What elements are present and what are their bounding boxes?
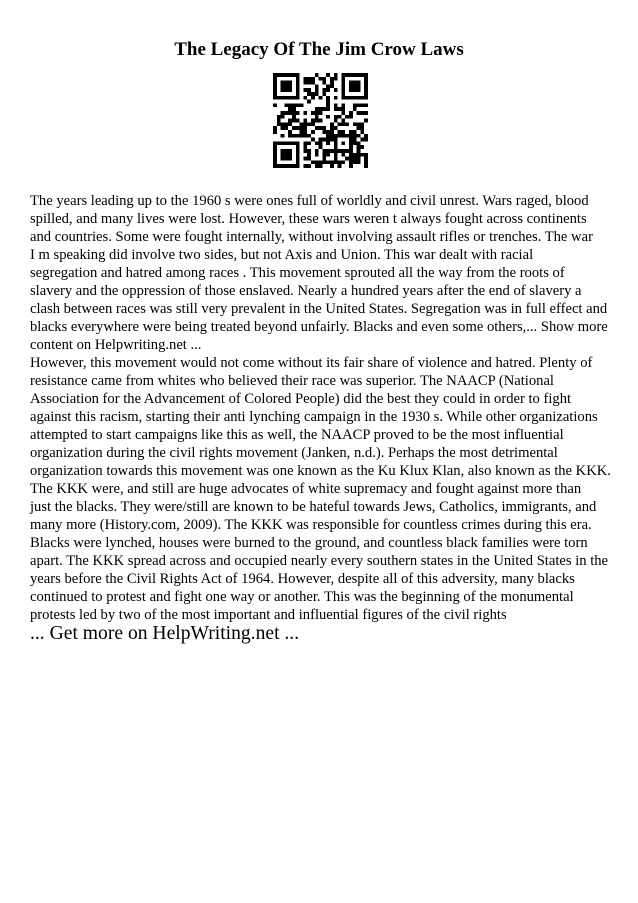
body-line: many more (History.com, 2009). The KKK was responsible for countless crimes during this era.	[30, 517, 592, 533]
body-line: just the blacks. They were/still are known to be hateful towards Jews, Catholics, immigrants, and	[30, 499, 597, 515]
body-line: However, this movement would not come without its fair share of violence and hatred. Plenty of	[30, 355, 593, 371]
body-line: organization towards this movement was one known as the Ku Klux Klan, also known as the KKK.	[30, 463, 611, 479]
body-line: slavery and the oppression of those enslaved. Nearly a hundred years after the end of slavery a	[30, 283, 582, 299]
body-line: segregation and hatred among races . This movement sprouted all the way from the roots of	[30, 265, 565, 281]
body-line: resistance came from whites who believed their race was superior. The NAACP (National	[30, 373, 554, 389]
body-line: I m speaking did involve two sides, but not Axis and Union. This war dealt with racial	[30, 247, 534, 263]
body-line: Association for the Advancement of Colored People) did the best they could in order to fight	[30, 391, 572, 407]
body-line: clash between races was still very prevalent in the United States. Segregation was in full effect and	[30, 301, 608, 317]
body-line: spilled, and many lives were lost. However, these wars weren t always fought across continents	[30, 211, 587, 227]
body-line: against this racism, starting their anti lynching campaign in the 1930 s. While other organizations	[30, 409, 598, 425]
body-line: apart. The KKK spread across and occupied nearly every southern states in the United States in the	[30, 553, 609, 569]
body-line: The years leading up to the 1960 s were ones full of worldly and civil unrest. Wars raged, blood	[30, 193, 589, 209]
body-line: organization during the civil rights movement (Janken, n.d.). Perhaps the most detrimental	[30, 445, 558, 461]
body-line: The KKK were, and still are huge advocates of white supremacy and fought against more than	[30, 481, 582, 497]
body-text	[30, 192, 613, 624]
body-line: years before the Civil Rights Act of 1964. However, despite all of this adversity, many blacks	[30, 571, 575, 587]
body-line: continued to protest and fight one way or another. This was the beginning of the monumental	[30, 589, 574, 605]
body-line: content on Helpwriting.net ...	[30, 337, 202, 353]
body-line: protests led by two of the most important and influential figures of the civil rights	[30, 607, 507, 623]
qr-code-icon[interactable]	[273, 73, 368, 168]
body-line: and countries. Some were fought internally, without involving assault rifles or trenches. The war	[30, 229, 593, 245]
body-line: attempted to start campaigns like this as well, the NAACP proved to be the most influential	[30, 427, 564, 443]
get-more-link[interactable]: ... Get more on HelpWriting.net ...	[30, 623, 300, 644]
body-line: Blacks were lynched, houses were burned to the ground, and countless black families were torn	[30, 535, 588, 551]
document-title: The Legacy Of The Jim Crow Laws	[174, 39, 464, 60]
body-line: blacks everywhere were being treated beyond unfairly. Blacks and even some others,... Show more	[30, 319, 608, 335]
